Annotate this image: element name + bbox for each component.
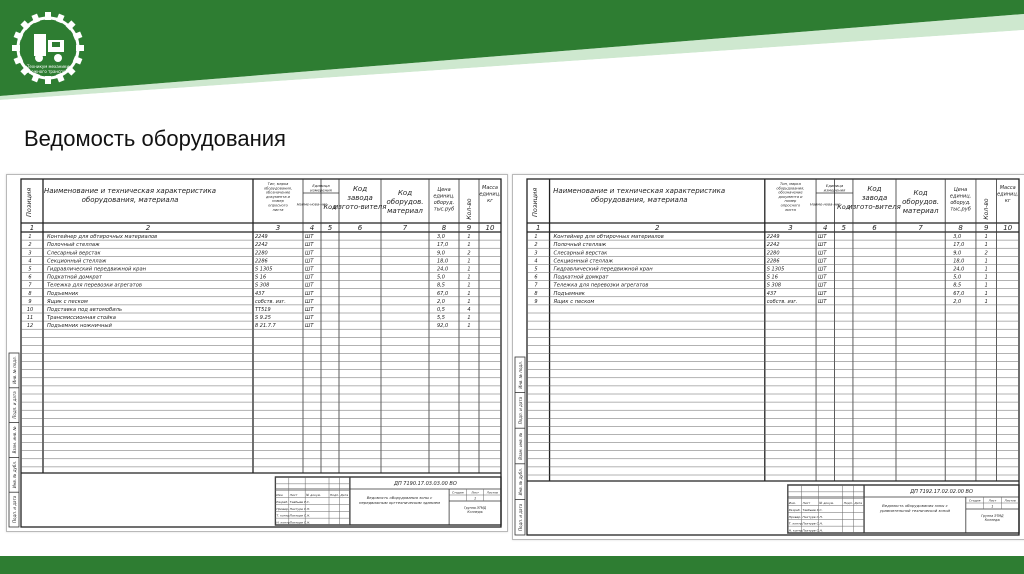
stamp-name: Пахтуре С.Н. [289, 513, 311, 518]
row-unit: ШТ [305, 323, 314, 330]
row-unit: ШТ [305, 274, 314, 281]
stamp-role: Т. контр. [788, 521, 803, 526]
row-name: Подставка под автомобиль [47, 307, 122, 313]
row-unit: ШТ [818, 250, 827, 257]
row-qty: 1 [467, 315, 471, 322]
row-type: 2242 [766, 242, 780, 249]
header-mat-code: Код оборудов. материал [902, 189, 940, 215]
row-price: 18,0 [437, 258, 449, 265]
stamp-doc-code: ДП 7192.17.02.02.00 ВО [910, 489, 973, 495]
column-number: 3 [275, 224, 281, 232]
row-price: 67,0 [953, 290, 965, 297]
row-price: 5,0 [953, 274, 962, 281]
row-name: Полочный стеллаж [47, 242, 100, 249]
stamp-name: Пахтуре С.Н. [289, 520, 311, 525]
row-qty: 1 [467, 274, 471, 281]
gear-tooth [20, 20, 30, 30]
gear-tooth [12, 45, 20, 51]
row-unit: ШТ [305, 315, 314, 322]
row-position: 5 [534, 266, 538, 273]
stamp-name: Тавбыев Р.С. [289, 499, 310, 504]
row-qty: 4 [467, 307, 471, 313]
sheet-right [512, 174, 1024, 540]
column-number: 10 [485, 224, 495, 232]
header-mfr-code: Код завода изгото-вителя [333, 185, 387, 211]
header-mass: Масса единиц. кг [997, 185, 1019, 204]
row-qty: 1 [467, 298, 471, 305]
column-number: 5 [841, 224, 846, 232]
header-qty: Кол-во [983, 198, 991, 220]
stamp-role: Разраб. [788, 507, 801, 512]
row-qty: 1 [467, 282, 471, 289]
row-unit: ШТ [818, 290, 827, 297]
side-margin-label: Подп. и дата [518, 503, 523, 531]
row-name: Ящик с песком [47, 298, 88, 305]
row-unit: ШТ [305, 290, 314, 297]
row-name: Гидравлический передвижной кран [553, 266, 653, 273]
row-unit: ШТ [305, 258, 314, 265]
row-price: 3,0 [437, 234, 445, 241]
stamp-right-label: Лист [471, 490, 479, 495]
row-unit: ШТ [305, 298, 314, 305]
row-type: ТТ519 [255, 307, 271, 313]
footer-band [0, 556, 1024, 574]
row-price: 67,0 [437, 290, 449, 297]
row-name: Секционный стеллаж [553, 258, 614, 265]
gear-tooth [66, 20, 76, 30]
header-price: Цена единиц. оборуд. тыс.руб [433, 187, 455, 213]
row-type: 437 [766, 290, 777, 297]
stamp-name: Пахтуре С.Н. [802, 528, 823, 533]
row-position: 3 [534, 250, 538, 257]
row-unit: ШТ [305, 250, 314, 257]
row-name: Слесарный верстак [553, 250, 608, 257]
row-qty: 1 [467, 290, 471, 297]
column-number: 9 [983, 224, 989, 232]
column-number: 4 [823, 224, 828, 232]
stamp-col-label: № докум. [819, 501, 835, 506]
stamp-role: Провер. [788, 514, 802, 519]
row-qty: 1 [984, 258, 988, 265]
header-mat-code: Код оборудов. материал [386, 189, 424, 215]
stamp-col-label: Дата [854, 501, 863, 506]
row-price: 8,5 [953, 282, 962, 289]
row-type: S 16 [255, 274, 267, 281]
row-price: 9,0 [953, 250, 962, 257]
side-margin-label: Подп. и дата [518, 396, 523, 425]
stamp-right-label: Листов [1004, 498, 1016, 503]
side-margin-label: Инв. № дубл. [518, 468, 523, 496]
row-name: Слесарный верстак [47, 250, 101, 257]
side-margin-label: Подп. и дата [12, 391, 17, 419]
stamp-doc-title: Ведомость оборудования зоны с передвижным оргтехническим зданием [358, 495, 440, 505]
row-position: 2 [534, 242, 538, 249]
row-type: 8 21.7.7 [255, 323, 276, 330]
header-name: Наименование и техническая характеристика оборудования, материала [553, 187, 726, 204]
row-name: Контейнер для обтирочных материалов [553, 234, 664, 241]
stamp-sheet-number: 1 [473, 496, 477, 501]
column-number: 3 [788, 224, 793, 232]
stamp-col-label: № докум. [306, 493, 321, 498]
stamp-right-label: Листов [486, 490, 498, 495]
side-margin-label: Взам. инв. № [518, 432, 523, 460]
header-unit-name: Наиме-нова-ние [810, 202, 841, 207]
column-number: 8 [441, 224, 447, 232]
row-position: 8 [28, 290, 32, 297]
side-margin-label: Взам. инв. № [12, 426, 17, 454]
row-position: 3 [28, 250, 32, 257]
row-unit: ШТ [818, 258, 827, 265]
row-unit: ШТ [305, 282, 314, 289]
header-name: Наименование и техническая характеристика оборудования, материала [43, 187, 217, 204]
row-name: Полочный стеллаж [553, 242, 607, 249]
row-price: 24,0 [437, 266, 449, 273]
row-position: 12 [26, 323, 34, 330]
row-price: 18,0 [953, 258, 965, 265]
column-number: 7 [402, 224, 408, 232]
column-number: 9 [466, 224, 472, 232]
header-type: Тип, марка оборудования, обозначение документа и номер опросного листа [776, 182, 805, 212]
sheet-left [6, 174, 508, 532]
header-unit-name: Наиме-нова-ние [296, 202, 328, 207]
row-position: 2 [28, 242, 32, 249]
header-price: Цена единиц. оборуд. тыс.руб [949, 187, 972, 213]
row-unit: ШТ [305, 234, 314, 241]
row-unit: ШТ [305, 242, 314, 249]
stamp-right-label: Стадия [968, 498, 981, 503]
column-number: 4 [309, 224, 315, 232]
row-price: 2,0 [437, 298, 445, 305]
row-type: собств. изг. [255, 298, 286, 305]
header-qty: Кол-во [466, 198, 473, 220]
column-number: 6 [872, 224, 877, 232]
side-margin-label: Инв. № подл. [518, 360, 523, 389]
row-type: 2286 [766, 258, 780, 265]
header-banner [0, 0, 1024, 100]
row-type: S 9.25 [255, 315, 271, 322]
header-unit-group: Единица измерения [823, 183, 846, 193]
row-position: 8 [534, 290, 538, 297]
row-position: 4 [28, 258, 32, 265]
stamp-name: Пахтуре С.Н. [289, 506, 311, 511]
row-price: 17,0 [437, 242, 449, 249]
column-number: 1 [536, 224, 541, 232]
row-type: S 1305 [255, 266, 273, 273]
stamp-col-label: Подп. [843, 501, 853, 506]
stamp-role: Н. контр. [788, 528, 804, 533]
row-name: Подкатной домкрат [553, 274, 609, 281]
header-mfr-code: Код завода изгото-вителя [848, 185, 901, 211]
stamp-col-label: Дата [340, 493, 349, 498]
row-type: 2242 [255, 242, 268, 249]
stamp-role: Т. контр. [276, 513, 291, 518]
row-qty: 1 [467, 266, 471, 273]
row-price: 5,0 [437, 274, 445, 281]
header-mass: Масса единиц. кг [479, 185, 501, 204]
column-number: 2 [145, 224, 151, 232]
row-name: Секционный стеллаж [47, 258, 107, 265]
row-position: 1 [534, 234, 538, 241]
stamp-org: Группа ЭТМД Колледж [463, 506, 487, 514]
row-price: 5,5 [437, 315, 445, 322]
side-margin-label: Инв. № дубл. [12, 460, 17, 489]
column-number: 5 [327, 224, 333, 232]
stamp-col-label: Изм. [788, 501, 796, 506]
row-qty: 1 [467, 258, 471, 265]
row-type: 437 [255, 290, 265, 297]
stamp-doc-code: ДП 7190.17.03.03.00 ВО [394, 481, 457, 487]
row-name: Тележка для перевозки агрегатов [553, 282, 649, 289]
column-number: 6 [357, 224, 363, 232]
row-type: 2280 [766, 250, 780, 257]
row-type: S 16 [766, 274, 778, 281]
stamp-right-label: Лист [988, 498, 997, 503]
row-position: 9 [534, 298, 538, 305]
row-name: Подкатной домкрат [47, 274, 102, 281]
row-position: 4 [534, 258, 538, 265]
row-price: 92,0 [437, 323, 449, 330]
row-position: 7 [534, 282, 538, 289]
row-unit: ШТ [818, 274, 827, 281]
row-qty: 1 [467, 323, 471, 330]
row-qty: 1 [984, 234, 988, 241]
row-price: 8,5 [437, 282, 445, 289]
row-type: S 308 [766, 282, 782, 289]
row-unit: ШТ [818, 242, 827, 249]
row-name: Тележка для перевозки агрегатов [47, 282, 142, 289]
row-name: Контейнер для обтирочных материалов [47, 234, 158, 241]
stamp-col-label: Изм. [276, 493, 284, 498]
row-qty: 2 [467, 250, 471, 257]
side-margin-label: Подп. и дата [12, 495, 17, 523]
header-position: Позиция [531, 187, 539, 217]
row-position: 5 [28, 266, 32, 273]
row-name: Подъемник ножничный [47, 323, 112, 330]
column-number: 8 [958, 224, 963, 232]
stamp-col-label: Подп. [330, 493, 340, 498]
row-qty: 1 [984, 266, 988, 273]
gear-tooth [45, 76, 51, 84]
row-position: 1 [28, 234, 32, 241]
stamp-role: Разраб. [276, 499, 289, 504]
row-qty: 1 [467, 234, 471, 241]
column-number: 10 [1003, 224, 1013, 232]
stamp-role: Провер. [276, 506, 289, 511]
row-position: 6 [28, 274, 32, 281]
logo-text-2: дорожного транспорта [23, 69, 73, 74]
column-number: 2 [654, 224, 660, 232]
header-type: Тип, марка оборудования, обозначение документа и номер опросного листа [263, 182, 293, 212]
row-type: S 1305 [766, 266, 785, 273]
page-title: Ведомость оборудования [24, 126, 286, 151]
stamp-org: Группа ЭТМД Колледж [981, 514, 1004, 522]
row-unit: ШТ [305, 307, 314, 313]
stamp-name: Тавбыев Р.С. [802, 507, 823, 512]
header-unit-group: Единица измерения [310, 183, 332, 193]
stamp-col-label: Лист [289, 493, 298, 498]
row-unit: ШТ [818, 234, 827, 241]
stamp-col-label: Лист [802, 501, 811, 506]
row-qty: 1 [984, 298, 988, 305]
logo-text-1: Техникум механики [26, 64, 70, 69]
stamp-name: Пахтуре С.Н. [802, 521, 823, 526]
column-number: 1 [29, 224, 35, 232]
row-price: 0,5 [437, 307, 445, 313]
stamp-name: Пахтуре С.Н. [802, 514, 823, 519]
row-price: 24,0 [953, 266, 965, 273]
row-position: 10 [26, 307, 34, 313]
row-qty: 1 [467, 242, 471, 249]
row-unit: ШТ [818, 282, 827, 289]
row-qty: 2 [984, 250, 988, 257]
row-price: 2,0 [953, 298, 962, 305]
row-name: Трансмиссионная стойка [47, 315, 116, 322]
stamp-right-label: Стадия [452, 490, 464, 495]
row-qty: 1 [984, 242, 988, 249]
header-code: Код [323, 203, 337, 211]
row-unit: ШТ [818, 298, 827, 305]
row-name: Гидравлический передвижной кран [47, 266, 147, 273]
row-name: Ящик с песком [553, 298, 595, 305]
column-number: 7 [918, 224, 923, 232]
stamp-role: Н. контр. [276, 520, 291, 525]
row-type: S 308 [255, 282, 270, 289]
header-position: Позиция [25, 187, 33, 217]
row-position: 6 [534, 274, 538, 281]
row-name: Подъемник [553, 290, 585, 297]
row-type: 2249 [766, 234, 780, 241]
row-type: 2280 [255, 250, 268, 257]
row-qty: 1 [984, 274, 988, 281]
row-position: 11 [26, 315, 34, 322]
stamp-sheet-number: 1 [991, 504, 994, 509]
stamp-doc-title: Ведомость оборудования зоны с уравнительной технической зоной [879, 503, 951, 513]
row-qty: 1 [984, 290, 988, 297]
row-price: 3,0 [953, 234, 962, 241]
gear-tooth [76, 45, 84, 51]
row-type: 2249 [255, 234, 268, 241]
header-code: Код [837, 203, 851, 211]
row-unit: ШТ [305, 266, 314, 273]
row-type: собств. изг. [766, 298, 798, 305]
row-unit: ШТ [818, 266, 827, 273]
row-price: 9,0 [437, 250, 445, 257]
row-position: 9 [28, 298, 32, 305]
gear-logo-icon [8, 8, 88, 88]
gear-tooth [45, 12, 51, 20]
row-position: 7 [28, 282, 32, 289]
row-type: 2286 [255, 258, 268, 265]
row-price: 17,0 [953, 242, 965, 249]
side-margin-label: Инв. № подл. [12, 356, 17, 384]
row-name: Подъемник [47, 290, 79, 297]
row-qty: 1 [984, 282, 988, 289]
